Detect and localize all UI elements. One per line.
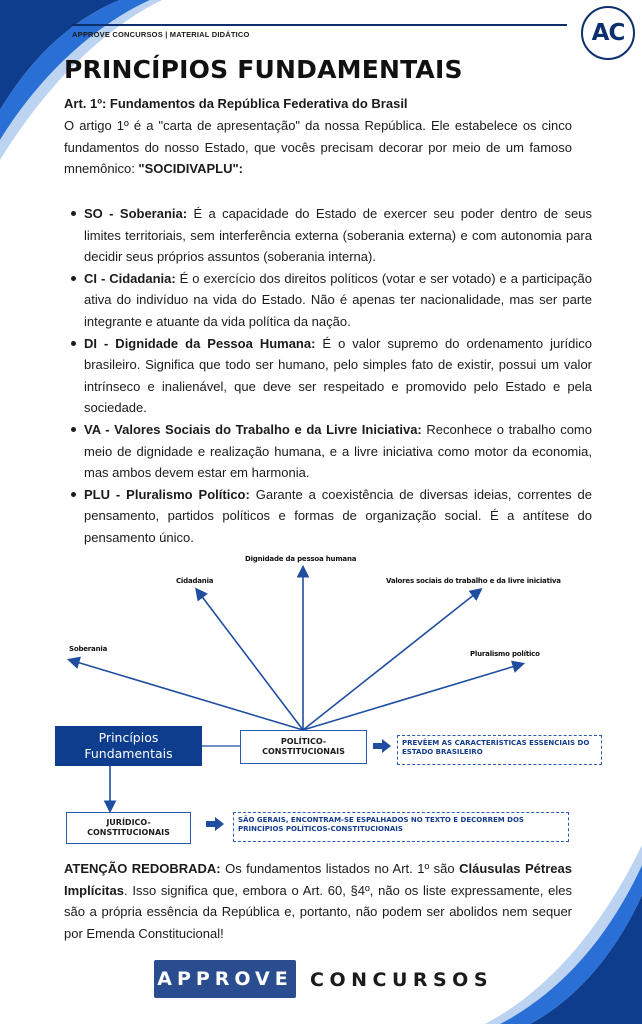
box-line: JURÍDICO- [106, 818, 151, 827]
juridical-constitutional-box [66, 812, 191, 844]
ray-label-dignidade: Dignidade da pessoa humana [245, 555, 357, 563]
list-item-text: É o valor supremo do ordenamento jurídico brasileiro. Significa que todo ser humano, pelo simples fato de existir, possui um valor intrínseco e inalienável, que deve ser respeitado e promovido pelo Estado e pela sociedade. [84, 335, 592, 416]
ray-label-valores-sociais: Valores sociais do trabalho e da livre iniciativa [386, 577, 561, 585]
list-item-term: SO - Soberania: [84, 206, 188, 221]
juridical-note: SÃO GERAIS, ENCONTRAM-SE ESPALHADOS NO TEXTO E DECORREM DOS PRINCÍPIOS POLÍTICOS-CONSTITUCIONAIS [233, 812, 569, 842]
attention-paragraph [64, 858, 572, 944]
box-line: POLÍTICO- [280, 737, 327, 746]
list-item-text: Garante a coexistência de diversas ideias, correntes de pensamento, partidos políticos e formas de organização social. É a antítese do pensamento único. [84, 486, 592, 545]
attention-text: Os fundamentos listados no Art. 1º são [220, 861, 460, 876]
brand-logo: AC [581, 6, 635, 60]
list-item-term: DI - Dignidade da Pessoa Humana: [84, 335, 316, 351]
political-note: PREVÊEM AS CARACTERÍSTICAS ESSENCIAIS DO ESTADO BRASILEIRO [397, 735, 602, 765]
footer-brand-box: APPROVE [154, 960, 296, 998]
ray-label-pluralismo: Pluralismo político [470, 650, 540, 658]
box-line: Fundamentais [84, 746, 173, 761]
political-constitutional-box [240, 730, 367, 764]
fundamental-principles-box [55, 726, 202, 766]
box-line: CONSTITUCIONAIS [87, 828, 170, 837]
list-item-term: PLU - Pluralismo Político: [84, 486, 250, 502]
mnemonic: "SOCIDIVAPLU": [138, 161, 243, 177]
list-item-text: Reconhece o trabalho como meio de dignidade e realização humana, e a livre iniciativa como motor da economia, mas ambos devem estar em harmonia. [84, 421, 592, 481]
list-item-term: VA - Valores Sociais do Trabalho e da Livre Iniciativa: [84, 421, 422, 437]
list-item-term: CI - Cidadania: [84, 270, 176, 286]
attention-emphasis: Cláusulas Pétreas Implícitas [64, 861, 572, 898]
intro-text: O artigo 1º é a "carta de apresentação" da nossa República. Ele estabelece os cinco fundamentos do nosso Estado, que vocês precisam decorar por meio de um famoso mnemônico: [64, 118, 572, 177]
box-line: CONSTITUCIONAIS [262, 747, 345, 756]
list-item-text: É a capacidade do Estado de exercer seu poder dentro de seus limites territoriais, sem interferência externa (soberania externa) e com autonomia para decidir seus próprios assuntos (soberania interna). [84, 206, 592, 265]
attention-text: . Isso significa que, embora o Art. 60, §4º, não os liste expressamente, eles são a própria essência da República e, portanto, não podem ser abolidos nem sequer por Emenda Constitucional! [64, 882, 572, 941]
ray-label-soberania: Soberania [69, 645, 108, 653]
attention-label: ATENÇÃO REDOBRADA: [64, 861, 221, 876]
box-line: Princípios [98, 730, 159, 745]
ray-label-cidadania: Cidadania [176, 577, 214, 585]
arrow-right-icon [206, 817, 224, 831]
list-item-text: É o exercício dos direitos políticos (votar e ser votado) e a participação ativa do indivíduo na vida do Estado. Não é apenas ter nacionalidade, mas ser parte integrante e atuante da vida política da nação. [84, 270, 592, 329]
page-title: PRINCÍPIOS FUNDAMENTAIS [64, 55, 463, 84]
article-heading: Art. 1º: Fundamentos da República Federativa do Brasil [64, 96, 408, 111]
footer-brand-text: CONCURSOS [310, 969, 494, 991]
header-title: APPROVE CONCURSOS | MATERIAL DIDÁTICO [72, 30, 250, 39]
arrow-right-icon [373, 739, 391, 753]
